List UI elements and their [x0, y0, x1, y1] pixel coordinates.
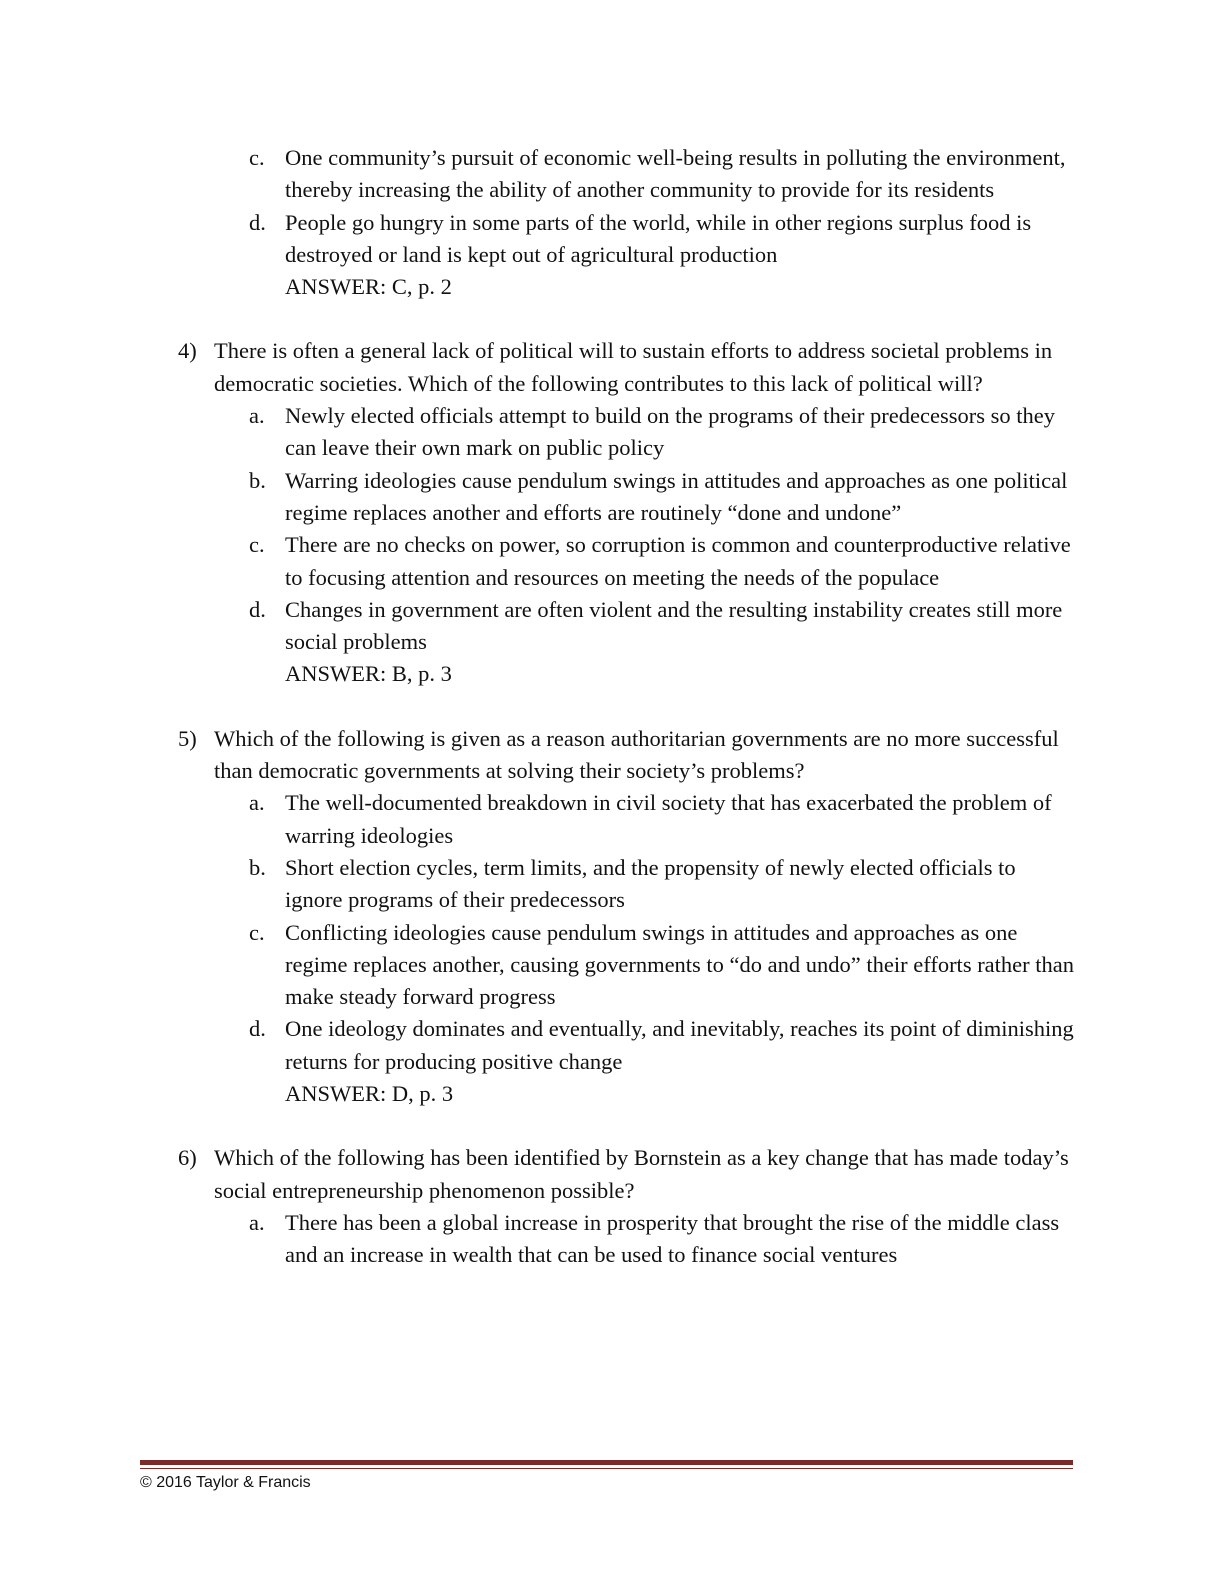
option-label: d.	[249, 1016, 266, 1042]
q5-option-c	[249, 917, 1078, 1014]
option-text: Changes in government are often violent and the resulting instability creates still more social problems	[285, 596, 1063, 655]
q3-answer: ANSWER: C, p. 2	[285, 274, 452, 300]
option-label: a.	[249, 403, 265, 429]
question-text: There is often a general lack of political will to sustain efforts to address societal problems in democratic societies. Which of the following contributes to this lack of political will?	[214, 338, 1053, 396]
q3-option-d	[249, 207, 1078, 272]
question-number: 6)	[178, 1145, 197, 1171]
option-label: a.	[249, 790, 265, 816]
option-text: One community’s pursuit of economic well-being results in polluting the environment, thereby increasing the ability of another community to provide for its residents	[285, 145, 1066, 203]
question-4	[178, 335, 1078, 400]
q4-option-c	[249, 529, 1078, 594]
footer-divider-thick	[140, 1460, 1073, 1465]
footer-divider-thin	[140, 1468, 1073, 1469]
option-text: There are no checks on power, so corruption is common and counterproductive relative to focusing attention and resources on meeting the needs of the populace	[285, 532, 1071, 590]
option-label: c.	[249, 145, 265, 170]
option-label: d.	[249, 209, 266, 235]
option-text: The well-documented breakdown in civil society that has exacerbated the problem of warring ideologies	[285, 790, 1052, 848]
option-text: Warring ideologies cause pendulum swings in attitudes and approaches as one political regime replaces another and efforts are routinely “done and undone”	[285, 467, 1068, 525]
question-text: Which of the following has been identified by Bornstein as a key change that has made today’s social entrepreneurship phenomenon possible?	[214, 1145, 1069, 1203]
option-text: Newly elected officials attempt to build on the programs of their predecessors so they can leave their own mark on public policy	[285, 403, 1055, 461]
option-label: d.	[249, 596, 266, 622]
question-number: 4)	[178, 338, 197, 364]
option-label: b.	[249, 854, 266, 880]
q4-option-b	[249, 465, 1078, 530]
question-number: 5)	[178, 725, 197, 751]
q4-option-d	[249, 594, 1078, 659]
q5-option-d	[249, 1013, 1078, 1078]
q5-option-b	[249, 852, 1078, 917]
option-text: There has been a global increase in prosperity that brought the rise of the middle class and an increase in wealth that can be used to finance social ventures	[285, 1209, 1060, 1268]
q6-option-a	[249, 1207, 1078, 1272]
option-label: b.	[249, 467, 266, 493]
option-label: a.	[249, 1209, 265, 1235]
question-text: Which of the following is given as a reason authoritarian governments are no more successful than democratic governments at solving their society’s problems?	[214, 725, 1059, 784]
q4-option-a	[249, 400, 1078, 465]
q5-option-a	[249, 787, 1078, 852]
option-label: c.	[249, 919, 265, 945]
option-text: One ideology dominates and eventually, and inevitably, reaches its point of diminishing returns for producing positive change	[285, 1016, 1074, 1074]
question-list	[178, 142, 1078, 1272]
option-label: c.	[249, 532, 265, 558]
question-5	[178, 723, 1078, 788]
option-text: Short election cycles, term limits, and the propensity of newly elected officials to ignore programs of their predecessors	[285, 854, 1016, 913]
question-6	[178, 1142, 1078, 1207]
option-text: Conflicting ideologies cause pendulum swings in attitudes and approaches as one regime replaces another, causing governments to “do and undo” their efforts rather than make steady forward progress	[285, 919, 1075, 1010]
footer-copyright: © 2016 Taylor & Francis	[140, 1474, 311, 1491]
q3-option-c	[249, 142, 1078, 207]
q5-answer: ANSWER: D, p. 3	[285, 1081, 454, 1107]
q4-answer: ANSWER: B, p. 3	[285, 661, 452, 687]
option-text: People go hungry in some parts of the world, while in other regions surplus food is destroyed or land is kept out of agricultural production	[285, 209, 1032, 267]
